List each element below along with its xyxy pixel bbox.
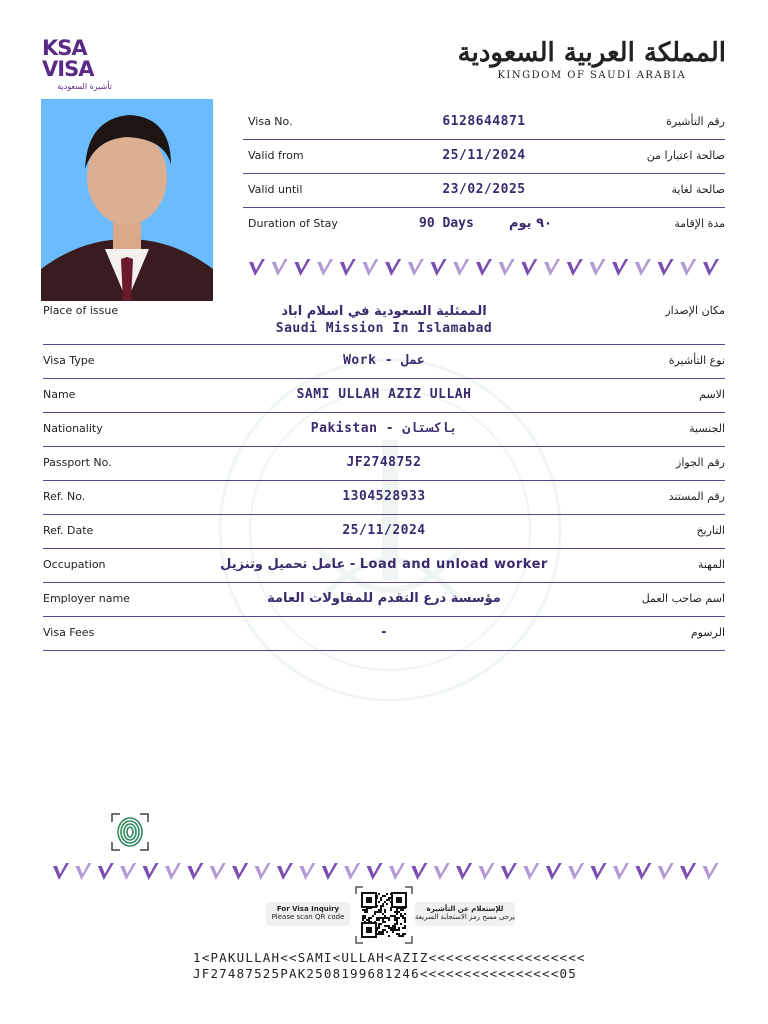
value-occupation: عامل تحميل وتنزيل - Load and unload worker bbox=[220, 557, 548, 572]
value-duration-en: 90 Days bbox=[419, 216, 474, 231]
label-ref-no: Ref. No. bbox=[43, 490, 86, 503]
ar-label-occupation: المهنة bbox=[697, 558, 725, 571]
ar-label-visa-type: نوع التأشيرة bbox=[668, 354, 725, 367]
value-duration-ar: ٩٠ يوم bbox=[509, 216, 552, 231]
row-ref-no bbox=[43, 480, 725, 515]
label-visa-no: Visa No. bbox=[248, 115, 293, 128]
value-valid-until: 23/02/2025 bbox=[442, 182, 526, 197]
check-mark-icon bbox=[612, 259, 628, 276]
check-mark-icon bbox=[299, 863, 315, 880]
row-nationality bbox=[43, 412, 725, 447]
label-valid-until: Valid until bbox=[248, 183, 303, 196]
row-visa-fees bbox=[43, 616, 725, 651]
row-passport-no bbox=[43, 446, 725, 481]
value-passport-no: JF2748752 bbox=[346, 455, 422, 470]
qr-inquiry-ar bbox=[415, 902, 515, 926]
mrz-line1: 1<PAKULLAH<<SAMI<ULLAH<AZIZ<<<<<<<<<<<<<<<<<< bbox=[193, 950, 586, 965]
ar-label-duration: مدة الإقامة bbox=[674, 217, 725, 230]
security-checks-bottom bbox=[52, 860, 722, 882]
check-mark-icon bbox=[98, 863, 114, 880]
kingdom-arabic: المملكة العربية السعودية bbox=[457, 38, 726, 68]
value-valid-from: 25/11/2024 bbox=[442, 148, 526, 163]
fingerprint-icon bbox=[110, 812, 150, 852]
check-mark-icon bbox=[590, 259, 606, 276]
ar-label-valid-until: صالحة لغاية bbox=[671, 183, 725, 196]
ar-label-passport-no: رقم الجواز bbox=[676, 456, 725, 469]
check-mark-icon bbox=[272, 259, 288, 276]
check-mark-icon bbox=[120, 863, 136, 880]
row-valid-until bbox=[243, 173, 725, 208]
check-mark-icon bbox=[367, 863, 383, 880]
ar-label-ref-no: رقم المستند bbox=[668, 490, 725, 503]
check-mark-icon bbox=[294, 259, 310, 276]
check-mark-icon bbox=[703, 259, 719, 276]
check-mark-icon bbox=[322, 863, 338, 880]
label-place-of-issue: Place of issue bbox=[43, 304, 119, 317]
check-mark-icon bbox=[389, 863, 405, 880]
value-visa-no: 6128644871 bbox=[442, 114, 526, 129]
check-mark-icon bbox=[75, 863, 91, 880]
check-mark-icon bbox=[255, 863, 271, 880]
check-mark-icon bbox=[680, 863, 696, 880]
ar-label-valid-from: صالحة اعتبارا من bbox=[646, 149, 725, 162]
check-mark-icon bbox=[187, 863, 203, 880]
check-mark-icon bbox=[479, 863, 495, 880]
check-mark-icon bbox=[210, 863, 226, 880]
check-mark-icon bbox=[635, 863, 651, 880]
mrz-line2: JF27487525PAK2508199681246<<<<<<<<<<<<<<<<05 bbox=[193, 966, 577, 981]
row-place-of-issue bbox=[43, 300, 725, 345]
value-employer: مؤسسة درع التقدم للمقاولات العامة bbox=[267, 591, 501, 606]
ar-label-name: الاسم bbox=[699, 388, 725, 401]
value-visa-fees: - bbox=[379, 625, 389, 640]
label-ref-date: Ref. Date bbox=[43, 524, 94, 537]
label-passport-no: Passport No. bbox=[43, 456, 112, 469]
check-mark-icon bbox=[317, 259, 333, 276]
check-mark-icon bbox=[249, 259, 265, 276]
qr-ar-sub: يرجى مسح رمز الاستجابة السريعة bbox=[415, 913, 515, 921]
kingdom-english: KINGDOM OF SAUDI ARABIA bbox=[497, 70, 687, 81]
label-valid-from: Valid from bbox=[248, 149, 304, 162]
logo-line1: KSA bbox=[42, 36, 87, 60]
logo-line2: VISA bbox=[42, 57, 94, 81]
check-mark-icon bbox=[680, 259, 696, 276]
check-mark-icon bbox=[453, 259, 469, 276]
row-valid-from bbox=[243, 139, 725, 174]
check-mark-icon bbox=[568, 863, 584, 880]
check-mark-icon bbox=[434, 863, 450, 880]
row-name bbox=[43, 378, 725, 413]
value-name: SAMI ULLAH AZIZ ULLAH bbox=[296, 387, 472, 402]
row-visa-type bbox=[43, 344, 725, 379]
check-mark-icon bbox=[567, 259, 583, 276]
check-mark-icon bbox=[431, 259, 447, 276]
check-mark-icon bbox=[703, 863, 719, 880]
label-nationality: Nationality bbox=[43, 422, 103, 435]
holder-photo bbox=[41, 99, 213, 301]
check-mark-icon bbox=[363, 259, 379, 276]
label-name: Name bbox=[43, 388, 76, 401]
check-mark-icon bbox=[277, 863, 293, 880]
check-mark-icon bbox=[165, 863, 181, 880]
check-mark-icon bbox=[340, 259, 356, 276]
ksa-visa-logo bbox=[42, 38, 112, 91]
ar-label-place-of-issue: مكان الإصدار bbox=[665, 304, 725, 317]
ar-label-ref-date: التاريخ bbox=[696, 524, 725, 537]
check-mark-icon bbox=[635, 259, 651, 276]
check-mark-icon bbox=[143, 863, 159, 880]
check-mark-icon bbox=[232, 863, 248, 880]
value-ref-date: 25/11/2024 bbox=[342, 523, 426, 538]
qr-inquiry-en bbox=[266, 902, 350, 926]
value-place-of-issue-en: Saudi Mission In Islamabad bbox=[275, 321, 493, 336]
label-visa-type: Visa Type bbox=[43, 354, 95, 367]
check-mark-icon bbox=[476, 259, 492, 276]
check-mark-icon bbox=[499, 259, 515, 276]
logo-subtitle: تأشيرة السعودية bbox=[57, 82, 112, 91]
check-mark-icon bbox=[344, 863, 360, 880]
row-duration bbox=[243, 207, 725, 241]
label-duration: Duration of Stay bbox=[248, 217, 338, 230]
check-mark-icon bbox=[546, 863, 562, 880]
qr-ar-title: للإستعلام عن التأشيرة bbox=[426, 905, 504, 913]
label-visa-fees: Visa Fees bbox=[43, 626, 95, 639]
kingdom-header bbox=[458, 38, 726, 81]
security-checks-top bbox=[248, 256, 724, 278]
check-mark-icon bbox=[658, 863, 674, 880]
check-mark-icon bbox=[521, 259, 537, 276]
row-visa-no bbox=[243, 105, 725, 140]
ar-label-visa-fees: الرسوم bbox=[690, 626, 725, 639]
qr-code bbox=[355, 886, 413, 944]
check-mark-icon bbox=[613, 863, 629, 880]
check-mark-icon bbox=[385, 259, 401, 276]
check-mark-icon bbox=[53, 863, 69, 880]
ar-label-visa-no: رقم التأشيرة bbox=[666, 115, 725, 128]
row-employer bbox=[43, 582, 725, 617]
check-mark-icon bbox=[523, 863, 539, 880]
value-visa-type: Work - عمل bbox=[343, 353, 425, 368]
row-ref-date bbox=[43, 514, 725, 549]
check-mark-icon bbox=[456, 863, 472, 880]
qr-en-sub: Please scan QR code bbox=[271, 913, 345, 921]
ar-label-nationality: الجنسية bbox=[689, 422, 725, 435]
value-place-of-issue-ar: الممثلية السعودية في اسلام اباد bbox=[281, 304, 487, 319]
check-mark-icon bbox=[411, 863, 427, 880]
ar-label-employer: اسم صاحب العمل bbox=[641, 592, 725, 605]
check-mark-icon bbox=[501, 863, 517, 880]
check-mark-icon bbox=[544, 259, 560, 276]
check-mark-icon bbox=[658, 259, 674, 276]
check-mark-icon bbox=[408, 259, 424, 276]
check-mark-icon bbox=[591, 863, 607, 880]
label-occupation: Occupation bbox=[43, 558, 106, 571]
value-ref-no: 1304528933 bbox=[342, 489, 426, 504]
value-nationality: Pakistan - باكستان bbox=[310, 421, 458, 436]
row-occupation bbox=[43, 548, 725, 583]
label-employer: Employer name bbox=[43, 592, 130, 605]
qr-en-title: For Visa Inquiry bbox=[276, 905, 340, 913]
